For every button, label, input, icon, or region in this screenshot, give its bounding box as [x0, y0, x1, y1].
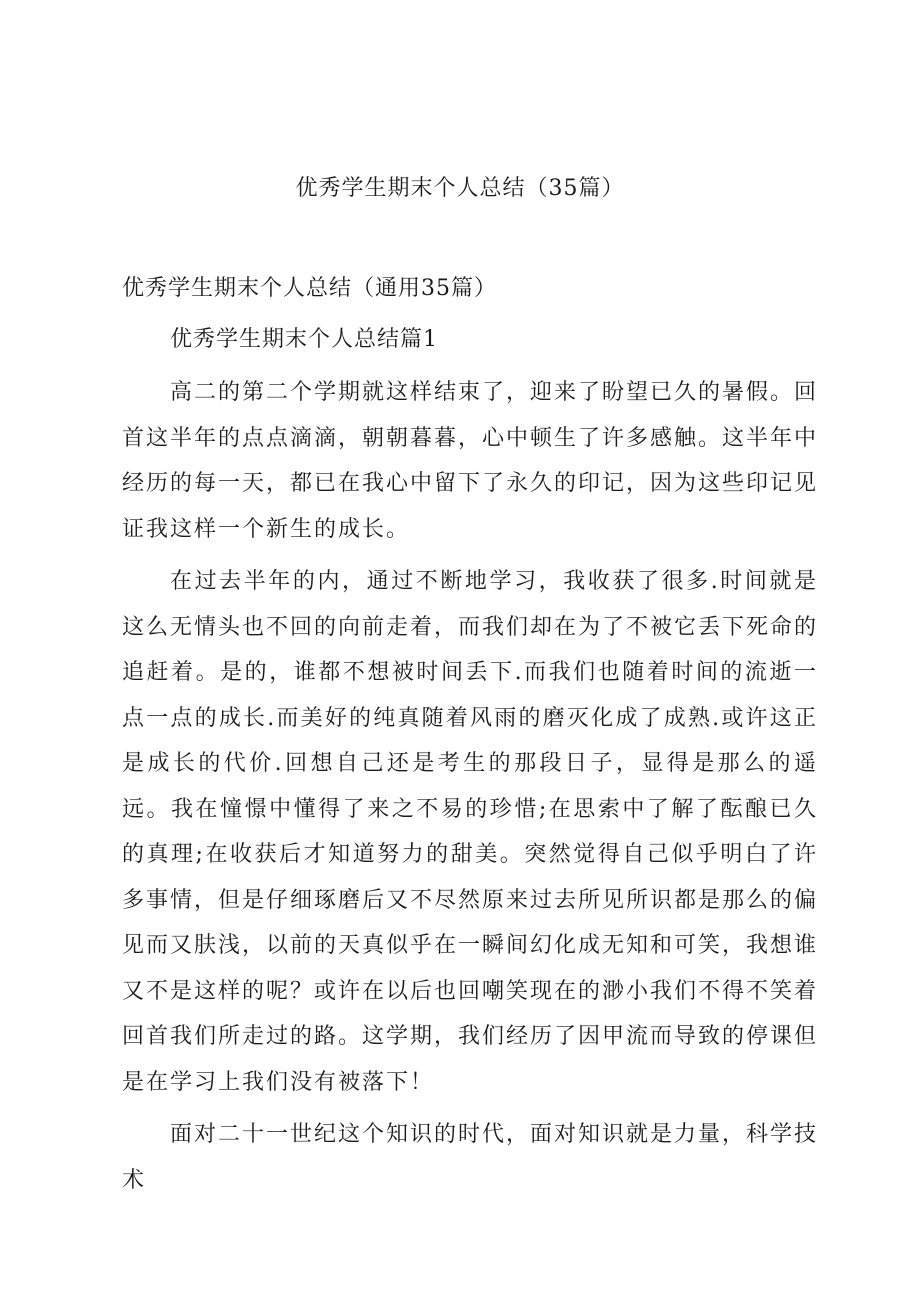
- section-heading: 优秀学生期末个人总结篇1: [170, 327, 438, 352]
- paragraph-3: 面对二十一世纪这个知识的时代，面对知识就是力量，科学技术: [122, 1122, 819, 1193]
- document-body: [122, 270, 818, 1210]
- paragraph-2: 在过去半年的内，通过不断地学习，我收获了很多.时间就是这么无情头也不回的向前走着，而我们却在为了不被它丢下死命的追赶着。是的，谁都不想被时间丢下.而我们也随着时间的流逝一点一点的成长.而美好的纯真随着风雨的磨灭化成了成熟.或许这正是成长的代价.回想自己还是考生的那段日子，显得是那么的遥远。我在憧憬中懂得了来之不易的珍惜;在思索中了解了酝酿已久的真理;在收获后才知道努力的甜美。突然觉得自己似乎明白了许多事情，但是仔细琢磨后又不尽然原来过去所见所识都是那么的偏见而又肤浅，以前的天真似乎在一瞬间幻化成无知和可笑，我想谁又不是这样的呢？或许在以后也回嘲笑现在的渺小我们不得不笑着回首我们所走过的路。这学期，我们经历了因甲流而导致的停课但是在学习上我们没有被落下！: [122, 569, 819, 1095]
- document-subtitle: 优秀学生期末个人总结（通用35篇）: [122, 276, 497, 301]
- paragraph-1: 高二的第二个学期就这样结束了，迎来了盼望已久的暑假。回首这半年的点点滴滴，朝朝暮暮，心中顿生了许多感触。这半年中经历的每一天，都已在我心中留下了永久的印记，因为这些印记见证我这样一个新生的成长。: [122, 380, 819, 542]
- document-title: 优秀学生期末个人总结（35篇）: [295, 176, 625, 201]
